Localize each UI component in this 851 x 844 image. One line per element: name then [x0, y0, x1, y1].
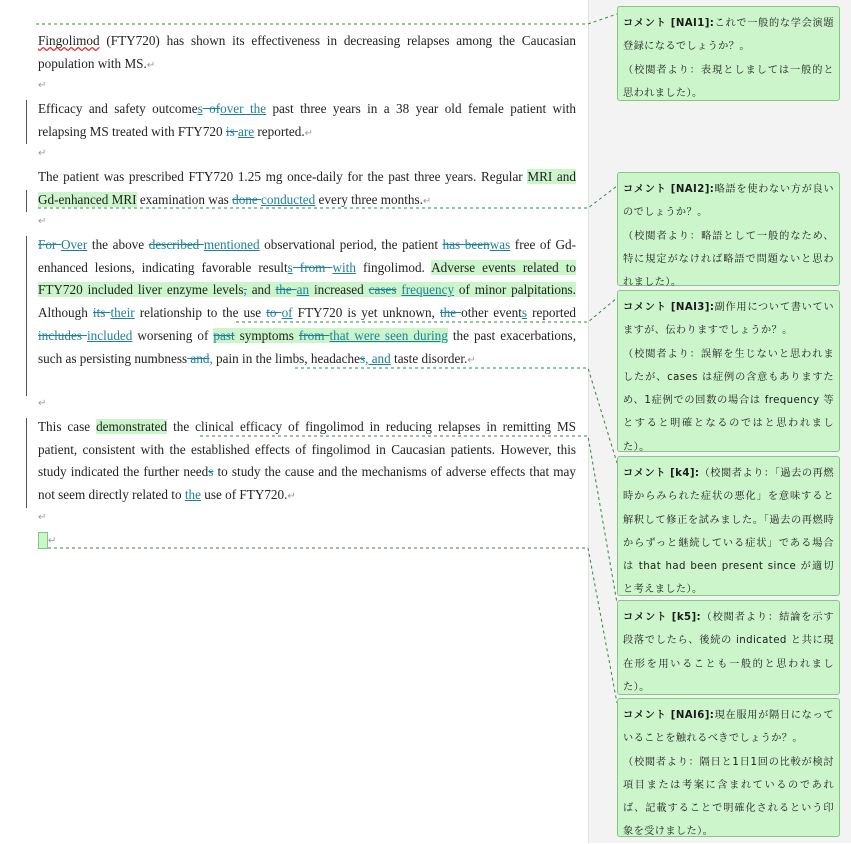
paragraph-mark: ↵	[38, 148, 47, 159]
comment-text: 略語を使わない方が良いのでしょうか？。	[623, 184, 834, 219]
text: to study the cause and the mechanisms of adverse effects that may not seem directly related to	[38, 464, 576, 503]
comment-label: コメント [NAI2]:	[623, 184, 715, 195]
insertion[interactable]: are	[238, 123, 255, 139]
deletion[interactable]: is	[225, 123, 238, 139]
insertion[interactable]: mentioned	[203, 237, 260, 252]
comment-text: （校閲者より：「過去の再燃時からみられた症状の悪化」を意味すると解釈して修正を試みました。「過去の再燃時からずっと継続している症状」である場合は that had been present since が適切と考えました）。	[623, 468, 834, 596]
paragraph-mark: ↵	[422, 195, 432, 207]
change-bar	[26, 190, 27, 212]
comment-k4[interactable]	[617, 456, 840, 596]
paragraph-mark: ↵	[38, 512, 47, 523]
insertion[interactable]: Over	[60, 237, 88, 252]
deletion[interactable]: its	[92, 305, 111, 321]
insertion[interactable]: the	[184, 487, 201, 503]
deletion[interactable]: s	[359, 350, 366, 366]
text: and	[246, 282, 276, 298]
text: fingolimod.	[355, 259, 432, 275]
insertion[interactable]: , and	[365, 350, 391, 366]
comment-label: コメント [NAI6]:	[623, 710, 715, 721]
paragraph-mark: ↵	[467, 354, 476, 366]
deletion[interactable]: from	[298, 327, 330, 343]
paragraph-2[interactable]	[38, 98, 576, 145]
text: past three years in a 38 year old female patient with relapsing MS treated with FTY720	[38, 101, 576, 139]
insertion[interactable]: their	[110, 305, 135, 321]
text: Although	[38, 305, 93, 321]
comment-nai6[interactable]	[617, 698, 840, 837]
deletion[interactable]: s	[208, 464, 214, 480]
paragraph-mark: ↵	[38, 398, 47, 409]
text: worsening of	[132, 327, 214, 343]
comment-nai2[interactable]	[617, 172, 840, 289]
comment-text: これで一般的な学会演題登録になるでしょうか？。	[623, 18, 834, 53]
text: of minor palpitations.	[454, 282, 576, 298]
deletion[interactable]: done	[232, 191, 262, 207]
text: the past exacerbations, such as persisting numbness	[38, 327, 576, 366]
comment-text: （校閲者より：隔日と1日1回の比較が検討項目または考案に含まれているのであれば、記載することで明確化されるという印象を受けました）。	[623, 756, 834, 838]
deletion[interactable]: the	[439, 305, 462, 321]
insertion[interactable]: s	[521, 305, 527, 321]
comment-label: コメント [k5]:	[623, 612, 702, 623]
text: Efficacy and safety outcome	[38, 101, 198, 116]
text: FTY720 is yet unknown,	[292, 305, 440, 321]
paragraph-3[interactable]	[38, 166, 576, 213]
text: symptoms	[234, 327, 299, 343]
text: use of FTY720.	[200, 487, 288, 503]
text: reported.	[254, 123, 305, 139]
deletion[interactable]: has been	[442, 237, 490, 252]
insertion[interactable]: conducted	[261, 191, 316, 207]
paragraph-mark: ↵	[48, 535, 57, 547]
insertion[interactable]: included	[86, 327, 133, 343]
empty-highlight	[38, 532, 48, 549]
comment-nai3[interactable]	[617, 290, 840, 452]
comment-anchor-k4[interactable]	[213, 328, 447, 343]
text: The patient was prescribed FTY720 1.25 mg once-daily for the past three years. Regular	[38, 169, 528, 184]
paragraph-mark: ↵	[38, 216, 47, 227]
change-bar	[26, 236, 27, 396]
change-bar	[26, 418, 27, 508]
paragraph-5[interactable]	[38, 416, 576, 509]
deletion[interactable]: to	[266, 305, 282, 321]
comment-anchor-nai6[interactable]	[38, 532, 56, 549]
insertion[interactable]: s	[197, 101, 203, 116]
paragraph-1[interactable]	[38, 30, 576, 77]
deletion[interactable]: ,	[243, 282, 247, 298]
text: free of Gd-enhanced lesions, indicating favorable result	[38, 237, 577, 275]
insertion[interactable]: was	[489, 237, 511, 252]
insertion[interactable]: ,	[209, 350, 213, 366]
paragraph-mark: ↵	[287, 491, 296, 503]
comment-text: 副作用について書いていますが、伝わりますでしょうか？。	[623, 302, 834, 337]
comment-nai1[interactable]	[617, 6, 840, 101]
deletion[interactable]: of	[202, 101, 221, 116]
change-bar	[26, 100, 27, 144]
text: pain in the limbs, headache	[212, 350, 360, 366]
comment-label: コメント [NAI3]:	[623, 302, 715, 313]
comment-label: コメント [NAI1]:	[623, 18, 715, 29]
deletion[interactable]: cases	[368, 282, 397, 298]
comment-text: （校閲者より：略語として一般的なため、特に規定がなければ略語で問題ないと思われました）。	[623, 230, 834, 289]
deletion[interactable]: described	[148, 237, 204, 252]
text: Fingolimod	[38, 33, 100, 48]
text: Adverse events related to FTY720 included liver enzyme levels	[38, 259, 576, 298]
text: the above	[87, 237, 149, 252]
text: every three months.	[315, 191, 423, 207]
insertion[interactable]: frequency	[401, 282, 455, 298]
deletion[interactable]: and	[187, 350, 210, 366]
insertion[interactable]: that were seen during	[329, 327, 448, 343]
insertion[interactable]: over the	[220, 101, 267, 116]
deletion[interactable]: includes	[38, 327, 87, 343]
text: relationship to the use	[134, 305, 267, 321]
text: increased	[309, 282, 369, 298]
paragraph-4[interactable]	[38, 234, 576, 372]
text: This case	[38, 419, 97, 434]
paragraph-mark: ↵	[38, 80, 47, 91]
text: the clinical efficacy of fingolimod in reducing relapses in remitting MS patient, consistent with the established effects of fingolimod in Caucasian patients. However, this study indicated the further need	[38, 419, 577, 480]
comment-label: コメント [k4]:	[623, 468, 700, 479]
deletion[interactable]: the	[275, 282, 297, 298]
insertion[interactable]: s	[287, 259, 293, 275]
paragraph-mark: ↵	[146, 59, 156, 71]
text: reported	[527, 305, 577, 321]
text: observational period, the patient	[259, 237, 443, 252]
comment-text: 現在服用が隔日になっていることを触れるべきでしょうか？。	[623, 710, 834, 745]
insertion[interactable]: an	[296, 282, 310, 298]
deletion[interactable]: For	[38, 237, 61, 252]
comment-text: （校閲者より：結論を示す段落でしたら、後続の indicated と共に現在形を用いることも一般的と思われました）。	[623, 612, 834, 693]
insertion[interactable]: with	[332, 259, 356, 275]
text: other event	[461, 305, 522, 321]
comment-anchor-nai2[interactable]: MRI and Gd-enhanced MRI	[38, 169, 576, 207]
deletion[interactable]: past	[213, 327, 235, 343]
comment-text: （校閲者より：誤解を生じないと思われましたが、cases は症例の含意もありますため、1症例での回数の場合は frequency 等とすると明確となるのではと思われました）。	[623, 348, 834, 453]
comment-k5[interactable]	[617, 600, 840, 695]
comment-text: （校閲者より：表現としましては一般的と思われました）。	[623, 64, 834, 99]
paragraph-mark: ↵	[304, 127, 314, 139]
insertion[interactable]: of	[281, 305, 293, 321]
text: examination was	[136, 191, 233, 207]
text: (FTY720) has shown its effectiveness in decreasing relapses among the Caucasian population with MS.	[38, 33, 576, 71]
text: taste disorder.	[390, 350, 468, 366]
deletion[interactable]: from	[292, 259, 333, 275]
comment-anchor-k5[interactable]: demonstrated	[96, 419, 168, 434]
